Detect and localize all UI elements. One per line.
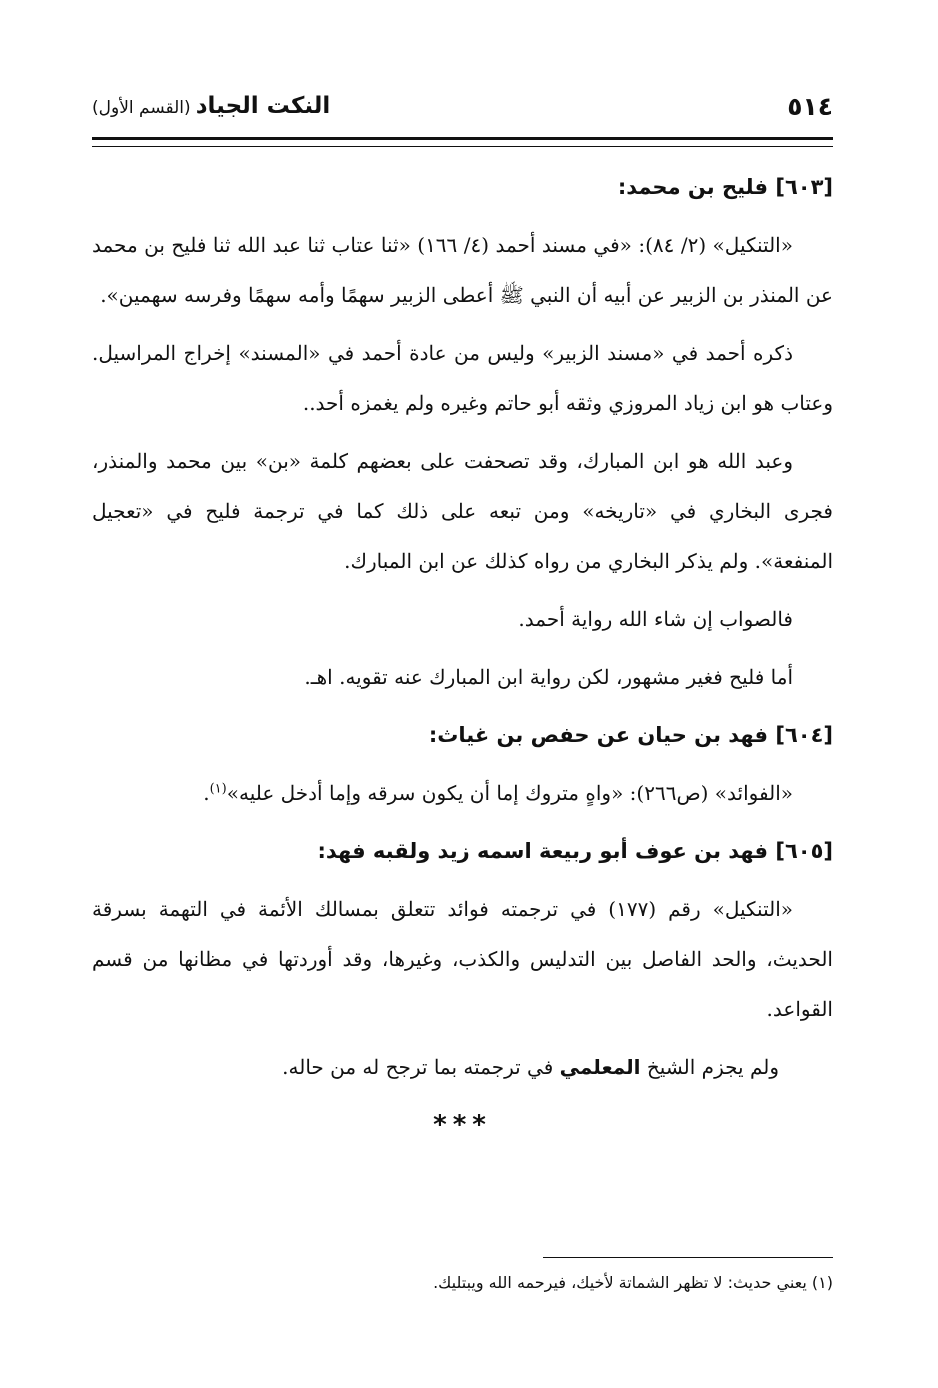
footnote: (١) يعني حديث: لا تظهر الشماتة لأخيك، فيرحمه الله ويبتليك.: [433, 1273, 833, 1292]
header-rule-thick: [92, 137, 833, 140]
paragraph: فالصواب إن شاء الله رواية أحمد.: [518, 607, 793, 631]
end-punctuation: .: [203, 781, 210, 805]
entry-heading: [92, 710, 833, 760]
paragraph-text: «الفوائد» (ص٢٦٦): «واهٍ متروك إما أن يكون سرقه وإما أدخل عليه»: [226, 781, 793, 805]
entry-title: فليح بن محمد:: [617, 175, 769, 199]
closing-text-end: في ترجمته بما ترجح له من حاله.: [282, 1055, 554, 1079]
book-title: النكت الجياد: [195, 93, 331, 119]
section-divider: ***: [433, 1110, 492, 1140]
page-header: [92, 86, 833, 126]
footnote-marker[interactable]: (١): [209, 781, 227, 797]
entry-number: [٦٠٤]: [775, 723, 833, 747]
page-number: ٥١٤: [787, 91, 833, 121]
paragraph: وعبد الله هو ابن المبارك، وقد تصحفت على بعضهم كلمة «بن» بين محمد والمنذر، فجرى البخاري في «تاريخه» ومن تبعه على ذلك كما في ترجمة فليح في «تعجيل المنفعة». ولم يذكر البخاري من رواه كذلك عن ابن المبارك.: [92, 449, 833, 573]
entry-title: فهد بن عوف أبو ربيعة اسمه زيد ولقبه فهد:: [317, 839, 769, 863]
entry-number: [٦٠٣]: [775, 175, 833, 199]
entry-title: فهد بن حيان عن حفص بن غياث:: [428, 723, 769, 747]
main-text: [92, 162, 833, 1150]
entry-heading: [92, 826, 833, 876]
paragraph: «التنكيل» رقم (١٧٧) في ترجمته فوائد تتعلق بمسالك الأئمة في التهمة بسرقة الحديث، والحد الفاصل بين التدليس والكذب، وغيرها، وقد أوردتها في مظانها من قسم القواعد.: [92, 897, 833, 1021]
paragraph: أما فليح فغير مشهور، لكن رواية ابن المبارك عنه تقويه. اهـ.: [304, 665, 793, 689]
author-name: المعلمي: [559, 1055, 641, 1079]
paragraph: ذكره أحمد في «مسند الزبير» وليس من عادة أحمد في «المسند» إخراج المراسيل. وعتاب هو ابن زياد المروزي وثقه أبو حاتم وغيره ولم يغمزه أحد..: [92, 341, 833, 415]
closing-text-start: ولم يجزم الشيخ: [646, 1055, 779, 1079]
paragraph: [92, 768, 833, 818]
paragraph: [92, 1042, 833, 1092]
entry-heading: [92, 162, 833, 212]
footnote-rule: [543, 1257, 833, 1258]
entry-number: [٦٠٥]: [775, 839, 833, 863]
header-rule-thin: [92, 146, 833, 147]
book-section: (القسم الأول): [92, 98, 191, 118]
paragraph: «التنكيل» (٢/ ٨٤): «في مسند أحمد (٤/ ١٦٦) «ثنا عتاب ثنا عبد الله ثنا فليح بن محمد عن المنذر بن الزبير عن أبيه أن النبي ﷺ أعطى الزبير سهمًا وأمه سهمًا وفرسه سهمين».: [92, 233, 833, 307]
running-head: [92, 93, 330, 119]
